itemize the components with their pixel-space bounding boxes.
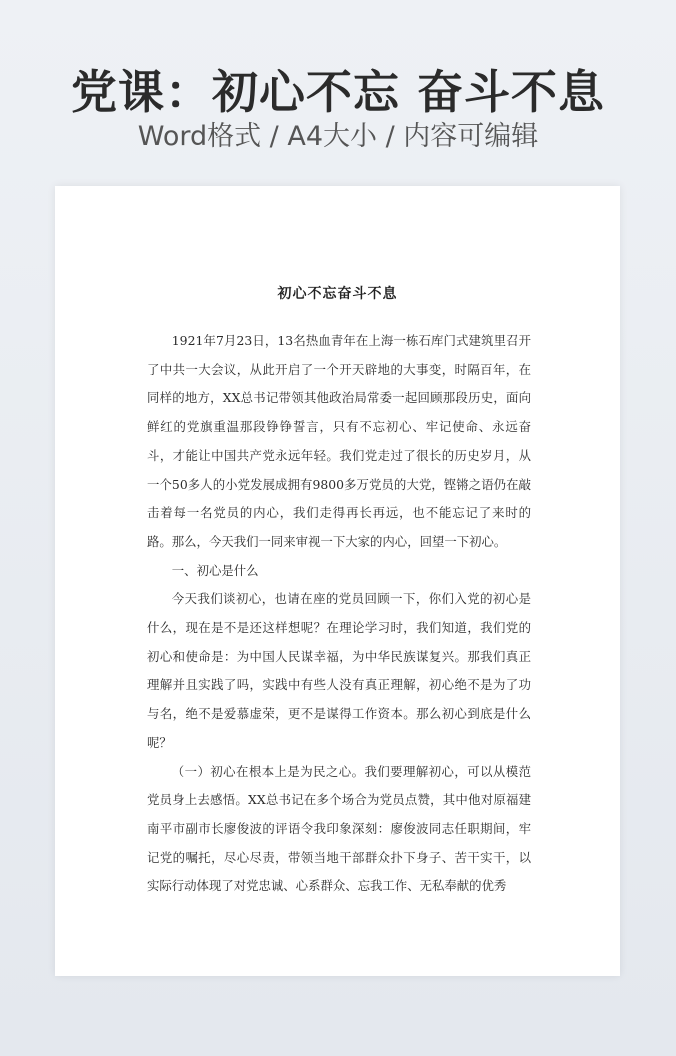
banner-title: 党课：初心不忘 奋斗不息 — [70, 65, 605, 119]
document-title: 初心不忘奋斗不息 — [277, 286, 398, 302]
document-body — [147, 327, 531, 901]
paragraph-section-one: 今天我们谈初心，也请在座的党员回顾一下，你们入党的初心是什么，现在是不是还这样想呢？在理论学习时，我们知道，我们党的初心和使命是：为中国人民谋幸福，为中华民族谋复兴。那我们真正理解并且实践了吗，实践中有些人没有真正理解，初心绝不是为了功与名，绝不是爱慕虚荣，更不是谋得工作资本。那么初心到底是什么呢？ — [147, 591, 531, 750]
banner-subtitle: Word格式 / A4大小 / 内容可编辑 — [137, 121, 539, 152]
paragraph-subsection-one: （一）初心在根本上是为民之心。我们要理解初心，可以从模范党员身上去感悟。XX总书记在多个场合为党员点赞，其中他对原福建南平市副市长廖俊波的评语令我印象深刻：廖俊波同志任职期间，牢记党的嘱托，尽心尽责，带领当地干部群众扑下身子、苦干实干，以实际行动体现了对党忠诚、心系群众、忘我工作、无私奉献的优秀 — [147, 763, 531, 894]
document-page — [55, 186, 620, 976]
paragraph-intro: 1921年7月23日，13名热血青年在上海一栋石库门式建筑里召开了中共一大会议，从此开启了一个开天辟地的大事变，时隔百年，在同样的地方，XX总书记带领其他政治局常委一起回顾那段历史，面向鲜红的党旗重温那段铮铮誓言，只有不忘初心、牢记使命、永远奋斗，才能让中国共产党永远年轻。我们党走过了很长的历史岁月，从一个50多人的小党发展成拥有9800多万党员的大党，铿锵之语仍在敲击着每一名党员的内心，我们走得再长再远，也不能忘记了来时的路。那么，今天我们一同来审视一下大家的内心，回望一下初心。 — [147, 333, 531, 549]
section-heading: 一、初心是什么 — [171, 562, 259, 578]
